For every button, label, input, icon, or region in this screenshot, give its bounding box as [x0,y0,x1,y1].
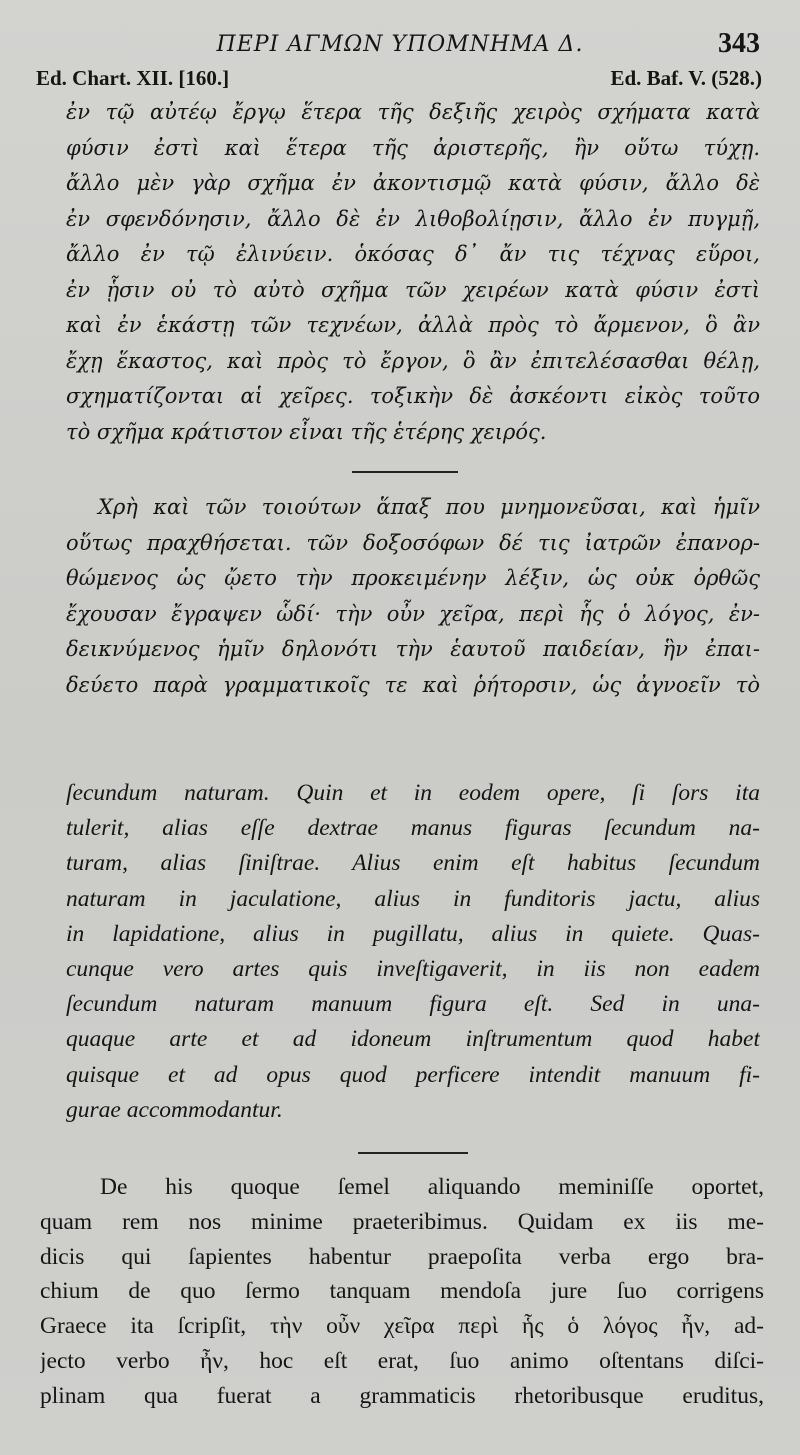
section-divider-rule [352,471,458,473]
text-line: quisque et ad opus quod perficere intendit manuum fi- [66,1061,760,1088]
section-divider-rule [358,1152,468,1154]
text-line: dicis qui ſapientes habentur praepoſita verba ergo bra- [40,1243,764,1270]
text-line: ἐν τῷ αὐτέῳ ἔργῳ ἕτερα τῆς δεξιῆς χειρὸς σχήματα κατὰ [66,100,760,124]
text-line: σχηματίζονται αἱ χεῖρες. τοξικὴν δὲ ἀσκέοντι εἰκὸς τοῦτο [66,384,760,408]
text-line: ἄλλο ἐν τῷ ἐλινύειν. ὁκόσας δ᾽ ἄν τις τέχνας εὕροι, [66,242,760,266]
text-line: in lapidatione, alius in pugillatu, alius in quiete. Quas- [66,920,760,947]
text-line: καὶ ἐν ἑκάστῃ τῶν τεχνέων, ἀλλὰ πρὸς τὸ ἄρμενον, ὃ ἂν [66,313,760,337]
text-line: δεύετο παρὰ γραμματικοῖς τε καὶ ῥήτορσιν, ὡς ἀγνοεῖν τὸ [66,672,760,697]
page-number: 343 [718,28,760,59]
running-title: ΠΕΡΙ ΑΓΜΩΝ ΥΠΟΜΝΗΜΑ Δ. [216,32,584,57]
text-line: οὕτως πραχθήσεται. τῶν δοξοσόφων δέ τις ἰατρῶν ἐπανορ- [66,530,760,555]
text-line: ſecundum naturam manuum figura eſt. Sed in una- [66,991,760,1018]
greek-paragraph-2 [66,490,760,703]
edition-chartier-ref: Ed. Chart. XII. [160.] [36,66,230,90]
latin-paragraph-2 [40,1170,764,1414]
text-line: quam rem nos minime praeteribimus. Quidam ex iis me- [40,1208,764,1235]
text-line: turam, alias ſiniſtrae. Alius enim eſt habitus ſecundum [66,850,760,877]
latin-paragraph-1 [66,776,760,1128]
running-head [0,28,800,62]
text-line: chium de quo ſermo tanquam mendoſa jure ſuo corrigens [40,1278,764,1305]
text-line: φύσιν ἐστὶ καὶ ἕτερα τῆς ἀριστερῆς, ἢν οὕτω τύχῃ. [66,135,760,160]
text-line: naturam in jaculatione, alius in funditoris jactu, alius [66,885,760,912]
text-line: tulerit, alias eſſe dextrae manus figuras ſecundum na- [66,815,760,842]
text-line: quaque arte et ad idoneum inſtrumentum quod habet [66,1026,760,1053]
text-line: De his quoque ſemel aliquando meminiſſe oportet, [100,1174,764,1200]
text-line: ἔχουσαν ἔγραψεν ὧδί· τὴν οὖν χεῖρα, περὶ ἧς ὁ λόγος, ἐν- [66,601,760,626]
text-line: Χρὴ καὶ τῶν τοιούτων ἅπαξ που μνημονεῦσαι, καὶ ἡμῖν [98,495,760,519]
text-line: τὸ σχῆμα κράτιστον εἶναι τῆς ἑτέρης χειρός. [66,419,547,444]
text-line: ἄλλο μὲν γὰρ σχῆμα ἐν ἀκοντισμῷ κατὰ φύσιν, ἄλλο δὲ [66,171,760,195]
text-line: plinam qua fuerat a grammaticis rhetoribusque eruditus, [40,1382,764,1409]
text-line: δεικνύμενος ἡμῖν δηλονότι τὴν ἑαυτοῦ παιδείαν, ἣν ἐπαι- [66,637,760,661]
text-line: θώμενος ὡς ᾤετο τὴν προκειμένην λέξιν, ὡς οὐκ ὀρθῶς [66,566,760,590]
text-line: gurae accommodantur. [66,1096,283,1123]
text-line: ἐν ᾗσιν οὐ τὸ αὐτὸ σχῆμα τῶν χειρέων κατὰ φύσιν ἐστὶ [66,277,760,302]
edition-reference-line [36,66,762,94]
text-line: jecto verbo ἦν, hoc eſt erat, ſuo animo oſtentans diſci- [40,1347,764,1374]
text-line: ἔχῃ ἕκαστος, καὶ πρὸς τὸ ἔργον, ὃ ἂν ἐπιτελέσασθαι θέλῃ, [66,348,760,373]
text-line: Graece ita ſcripſit, τὴν οὖν χεῖρα περὶ ἧς ὁ λόγος ἦν, ad- [40,1313,764,1340]
greek-paragraph-1 [66,95,760,450]
text-line: ſecundum naturam. Quin et in eodem opere, ſi ſors ita [66,780,760,806]
text-line: cunque vero artes quis inveſtigaverit, in iis non eadem [66,955,760,982]
text-line: ἐν σφενδόνησιν, ἄλλο δὲ ἐν λιθοβολίῃσιν, ἄλλο ἐν πυγμῇ, [66,206,760,231]
edition-basel-ref: Ed. Baf. V. (528.) [610,66,762,90]
